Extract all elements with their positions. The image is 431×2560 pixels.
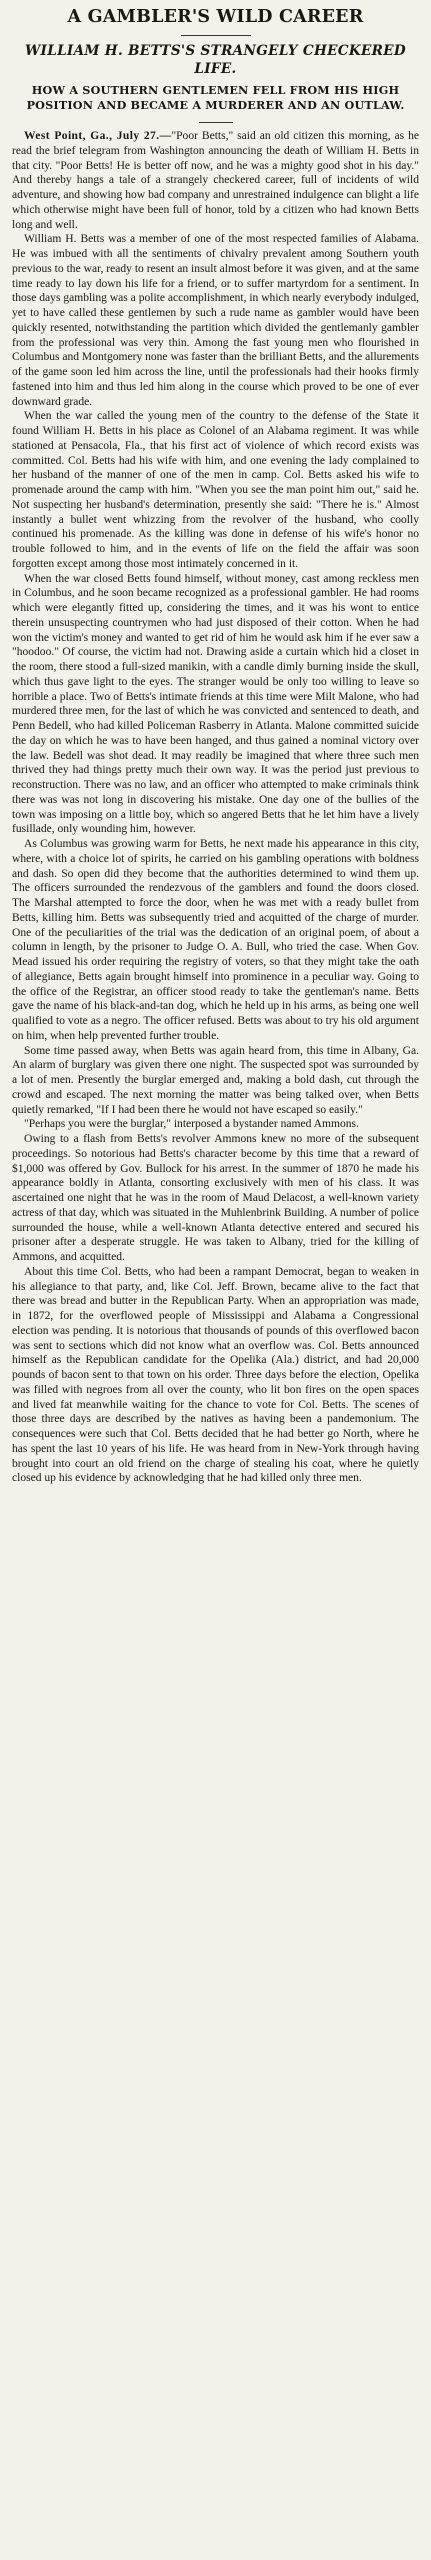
dateline: West Point, Ga., July 27.— (24, 130, 172, 142)
paragraph-text: "Poor Betts," said an old citizen this morning, as he read the brief telegram from Washington announcing the death of William H. Betts in that city. "Poor Betts! He is better off now, and he was a mighty good shot in his day." And thereby hangs a tale of a strangely checkered career, full of incidents of wild adventure, and showing how bad company and unrestrained indulgence can blight a life which otherwise might have been full of honor, told by a citizen who had known Betts long and well. (12, 130, 419, 231)
deck: HOW A SOUTHERN GENTLEMEN FELL FROM HIS HIGH POSITION AND BECAME A MURDERER AND AN OUTLAW. (26, 83, 405, 112)
headline-divider (181, 35, 251, 36)
paragraph: William H. Betts was a member of one of the most respected families of Alabama. He was imbued with all the sentiments of chivalry prevalent among Southern youth previous to the war, ready to resent an insult almost before it was given, and at the same time ready to lay down his life for a friend, or to suffer martyrdom for a sentiment. In those days gambling was a polite accomplishment, in which nearly everybody indulged, yet to have called these gentlemen by such a rude name as gambler would have been quickly resented, notwithstanding the partition which divided the gentlemanly gambler from the professional was very thin. Among the fast young men who flourished in Columbus and Montgomery none was faster than the brilliant Betts, and the allurements of the game soon led him across the line, until the professionals had their hooks firmly fastened into him and thus led him along in the course which proved to be one of ever downward grade. (12, 233, 419, 408)
headline: A GAMBLER'S WILD CAREER (67, 7, 364, 27)
deck-divider (199, 122, 233, 123)
paragraph: As Columbus was growing warm for Betts, he next made his appearance in this city, where, with a choice lot of spirits, he carried on his gambling operations with boldness and dash. So open did they become that the authorities determined to wind them up. The officers surrounded the rendezvous of the gamblers and found the doors closed. The Marshal attempted to force the door, when he was met with a ready bullet from Betts, killing him. Betts was subsequently tried and acquitted of the charge of murder. One of the peculiarities of the trial was the dedication of an original poem, of about a column in length, by the prisoner to Judge O. A. Bull, who tried the case. When Gov. Mead issued his order requiring the registry of voters, so that they might take the oath of allegiance, Betts again brought himself into prominence in a peculiar way. Going to the office of the Registrar, an officer stood ready to take the gentleman's name. Betts gave the name of his black-and-tan dog, which he held up in his arms, as being one well qualified to vote as a negro. The officer refused. Betts was about to try his old argument on him, when help prevented further trouble. (12, 838, 419, 1042)
article (12, 6, 419, 2554)
paragraph: When the war closed Betts found himself, without money, cast among reckless men in Columbus, and he soon became recognized as a professional gambler. He had rooms which were elegantly fitted up, considering the times, and it was his wont to entice therein unsuspecting countrymen who had just disposed of their cotton. When he had won the victim's money and wanted to get rid of him he would ask him if he ever saw a "hoodoo." Of course, the victim had not. Drawing aside a curtain which hid a closet in the room, there stood a full-sized manikin, with a candle dimly burning inside the skull, which thus gave light to the eyes. The stranger would be only too willing to leave so horrible a place. Two of Betts's intimate friends at this time were Milt Malone, who had murdered three men, for the last of which he was convicted and sentenced to death, and Penn Bedell, who had killed Policeman Rasberry in Atlanta. Malone committed suicide the day on which he was to have been hanged, and thus gained a nominal victory over the law. Bedell was shot dead. It may readily be imagined that where three such men thrived they had things pretty much their own way. It was the period just previous to reconstruction. There was no law, and an officer who attempted to make criminals think there was was not long in discovering his mistake. One day one of the bullies of the town was imposing on a little boy, which so angered Betts that he let him have a lively fusillade, only wounding him, however. (12, 572, 419, 836)
paragraph: "Perhaps you were the burglar," interposed a bystander named Ammons. (24, 1118, 359, 1131)
subhead: WILLIAM H. BETTS'S STRANGELY CHECKERED LIFE. (24, 43, 407, 77)
paragraph: When the war called the young men of the country to the defense of the State it found William H. Betts in his place as Colonel of an Alabama regiment. It was while stationed at Pensacola, Fla., that his first act of violence of which record exists was committed. Col. Betts had his wife with him, and one evening the lady complained to her husband of the manner of one of the men in camp. Col. Betts asked his wife to promenade around the camp with him. "When you see the man point him out," said he. Not suspecting her husband's determination, presently she said: "There he is." Almost instantly a bullet went whizzing from the revolver of the husband, who coolly continued his promenade. As the killing was done in defense of his wife's honor no trouble followed to him, and in the events of life on the field the affair was soon forgotten except among those most intimately concerned in it. (12, 410, 419, 570)
paragraph: Owing to a flash from Betts's revolver Ammons knew no more of the subsequent proceedings. So notorious had Betts's character become by this time that a reward of $1,000 was offered by Gov. Bullock for his arrest. In the summer of 1870 he made his appearance boldly in Atlanta, consorting exclusively with men of his class. It was ascertained one night that he was in the room of Maud Delacost, a well-known variety actress of that day, which was situated in the Muhlenbrink Building. A number of police surrounded the house, while a well-known Atlanta detective entered and secured his prisoner after a desperate struggle. He was taken to Albany, tried for the killing of Ammons, and acquitted. (12, 1133, 419, 1263)
paragraph (12, 129, 419, 232)
paragraph: About this time Col. Betts, who had been a rampant Democrat, began to weaken in his allegiance to that party, and, like Col. Jeff. Brown, became alive to the fact that there was bread and butter in the Republican Party. When an appropriation was made, in 1872, for the overflowed people of Mississippi and Alabama a Congressional election was pending. It is notorious that thousands of pounds of this overflowed bacon was sent to sections which did not know what an overflow was. Col. Betts announced himself as the Republican candidate for the Opelika (Ala.) district, and had 20,000 pounds of bacon sent to that town on his order. Three days before the election, Opelika was filled with negroes from all over the county, who lit bon fires on the open spaces and lived fat meanwhile waiting for the chance to vote for Col. Betts. The scenes of those three days are described by the natives as having been a pandemonium. The consequences were such that Col. Betts decided that he had better go North, where he has spent the last 10 years of his life. He was heard from in New-York through having brought into court an old friend on the charge of stealing his coat, where he quietly closed up his evidence by acknowledging that he had killed only three men. (12, 1265, 419, 1485)
paragraph: Some time passed away, when Betts was again heard from, this time in Albany, Ga. An alarm of burglary was given there one night. The suspected spot was surrounded by a lot of men. Presently the burglar emerged and, making a bold dash, cut through the crowd and escaped. The next morning the matter was being talked over, when Betts quietly remarked, "If I had been there he would not have escaped so easily." (12, 1044, 419, 1116)
article-body (12, 129, 419, 1486)
